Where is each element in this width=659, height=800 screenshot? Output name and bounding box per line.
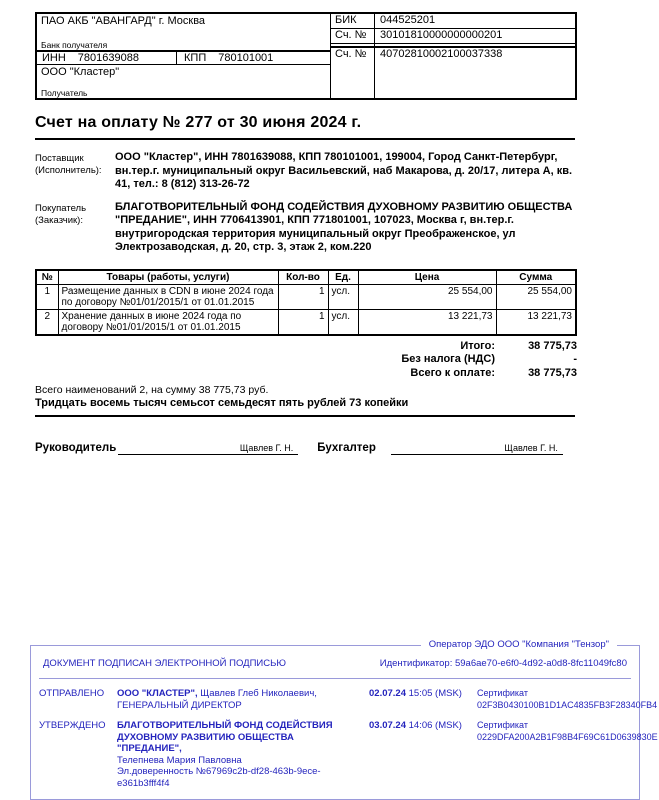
director-label: Руководитель [35, 442, 117, 454]
settlement-account-row [331, 48, 575, 98]
bik-row [331, 14, 575, 29]
itogo-value: 38 775,73 [528, 339, 577, 352]
payee-cell [37, 65, 330, 98]
esign-sent-row [39, 688, 658, 711]
buyer-details: БЛАГОТВОРИТЕЛЬНЫЙ ФОНД СОДЕЙСТВИЯ ДУХОВНОМУ РАЗВИТИЮ ОБЩЕСТВА "ПРЕДАНИЕ", ИНН 7706413901, КПП 771801001, 107023, Москва г, вн.тер.г. внутригородская территория муниципальный округ Преображенское, ул Электрозаводская, д. 20, стр. 3, этаж 2, ком.220 [115, 200, 573, 253]
header-num: № [36, 270, 58, 285]
approved-certificate: Сертификат 0229DFA200A2B1F98B4F69C61D0639830E [477, 720, 658, 742]
header-name: Товары (работы, услуги) [58, 270, 278, 285]
settlement-account-value: 40702810002100037338 [380, 48, 503, 60]
supplier-label: Поставщик (Исполнитель): [35, 153, 102, 176]
esign-signed-label: ДОКУМЕНТ ПОДПИСАН ЭЛЕКТРОННОЙ ПОДПИСЬЮ [43, 658, 286, 669]
accountant-signature-line: Щавлев Г. Н. [391, 443, 563, 455]
esign-approved-row [39, 720, 658, 789]
amount-in-words: Тридцать восемь тысяч семьсот семьдесят пять рублей 73 копейки [35, 397, 409, 409]
corr-account-row [331, 29, 575, 44]
payee-name: ООО "Кластер" [41, 66, 120, 78]
table-row: 2 Хранение данных в июне 2024 года по договору №01/01/2015/1 от 01.01.2015 1 усл. 13 221,73 13 221,73 [36, 309, 576, 335]
bank-table-left [37, 14, 331, 98]
kpp-label: КПП [184, 52, 207, 64]
inn-kpp-row [37, 50, 330, 65]
status-badge: ОТПРАВЛЕНО [39, 688, 105, 699]
esign-identifier: Идентификатор: 59a6ae70-e6f0-4d92-a0d8-8fc11049fc80 [379, 658, 627, 669]
kpp-value: 780101001 [218, 52, 274, 64]
totals-block [35, 340, 577, 381]
approved-datetime: 03.07.24 14:06 (MSK) [369, 720, 462, 731]
esign-block [30, 639, 658, 800]
buyer-label: Покупатель (Заказчик): [35, 202, 87, 226]
bank-sublabel: Банк получателя [41, 40, 108, 50]
bank-requisites-table [35, 12, 577, 100]
inn-cell [37, 52, 177, 64]
bik-label: БИК [331, 14, 375, 28]
payee-sublabel: Получатель [41, 88, 88, 98]
header-price: Цена [358, 270, 496, 285]
inn-label: ИНН [42, 52, 66, 64]
bank-name: ПАО АКБ "АВАНГАРД" г. Москва [41, 15, 206, 27]
kpp-cell [177, 52, 330, 64]
totals-to-pay [35, 367, 577, 381]
header-qty: Кол-во [278, 270, 328, 285]
table-row: 1 Размещение данных в CDN в июне 2024 года по договору №01/01/2015/1 от 01.01.2015 1 усл. 25 554,00 25 554,00 [36, 284, 576, 309]
sent-org: ООО "КЛАСТЕР", Щавлев Глеб Николаевич, ГЕНЕРАЛЬНЫЙ ДИРЕКТОР [117, 688, 317, 711]
edo-operator: Оператор ЭДО ООО "Компания "Тензор" [421, 639, 617, 650]
corr-account-value: 30101810000000000201 [380, 29, 503, 41]
to-pay-value: 38 775,73 [528, 366, 577, 379]
items-count-line: Всего наименований 2, на сумму 38 775,73 руб. [35, 384, 269, 396]
director-signature-line: Щавлев Г. Н. [118, 443, 298, 455]
no-vat-value: - [573, 353, 577, 365]
supplier-section [35, 151, 575, 192]
signatures-row [35, 442, 575, 455]
corr-account-label: Сч. № [331, 29, 375, 43]
status-badge: УТВЕРЖДЕНО [39, 720, 106, 731]
to-pay-label: Всего к оплате: [410, 366, 495, 379]
esign-header-row [39, 656, 631, 679]
items-table [35, 269, 577, 336]
summary-block [35, 384, 659, 409]
totals-no-vat [35, 353, 577, 367]
bank-name-cell [37, 14, 330, 50]
sent-datetime: 02.07.24 15:05 (MSK) [369, 688, 462, 699]
accountant-label: Бухгалтер [317, 442, 376, 454]
sent-certificate: Сертификат 02F3B0430100B1D1AC4835FB3F28340FB4 [477, 688, 658, 710]
approved-org: БЛАГОТВОРИТЕЛЬНЫЙ ФОНД СОДЕЙСТВИЯ ДУХОВНОМУ РАЗВИТИЮ ОБЩЕСТВА "ПРЕДАНИЕ", Телепнева Мария Павловна Эл.доверенность №67969c2b-df28-463b-9ece-e361b3fff4f4 [117, 720, 361, 789]
buyer-section [35, 201, 575, 255]
bank-table-right [331, 14, 575, 98]
bik-value: 044525201 [380, 14, 436, 26]
approved-power-of-attorney: Эл.доверенность №67969c2b-df28-463b-9ece-e361b3fff4f4 [117, 766, 321, 789]
approved-signer: Телепнева Мария Павловна [117, 754, 242, 766]
totals-itogo [35, 340, 577, 354]
itogo-label: Итого: [460, 339, 495, 352]
title-divider [35, 138, 575, 140]
supplier-details: ООО "Кластер", ИНН 7801639088, КПП 780101001, 199004, Город Санкт-Петербург, вн.тер.г. муниципальный округ Васильевский, наб Макарова, д. 20/17, литера А, кв. 41, тел.: 8 (812) 313-26-72 [115, 151, 573, 190]
page-title: Счет на оплату № 277 от 30 июня 2024 г. [35, 114, 362, 131]
header-unit: Ед. [328, 270, 358, 285]
items-header-row [36, 270, 576, 285]
header-sum: Сумма [496, 270, 576, 285]
inn-value: 7801639088 [77, 52, 139, 64]
settlement-account-label: Сч. № [331, 48, 375, 98]
no-vat-label: Без налога (НДС) [401, 353, 495, 365]
summary-divider [35, 415, 575, 417]
